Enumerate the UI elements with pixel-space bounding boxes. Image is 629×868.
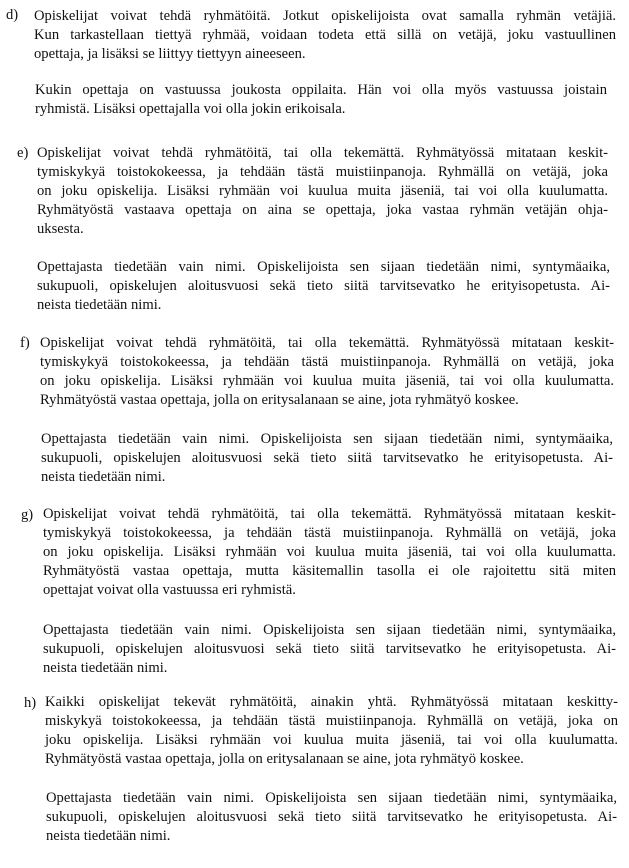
text-line: on joku opiskelija. Lisäksi ryhmään voi kuulua muita jäseniä, tai voi olla kuulumatta. — [37, 183, 608, 199]
text-line: miskykyä toistokokeessa, ja tehdään tästä muistiinpanoja. Ryhmällä on vetäjä, joka on — [45, 713, 618, 729]
item-e-paragraph-2 — [37, 258, 610, 315]
item-g-paragraph-1 — [43, 505, 616, 600]
item-letter: e) — [17, 145, 29, 161]
text-line: sukupuoli, opiskelujen aloitusvuosi sekä tieto siitä tarvitsevatko he erityisopetusta. Ai- — [43, 641, 616, 657]
text-line: neista tiedetään nimi. — [46, 828, 171, 844]
text-line: neista tiedetään nimi. — [43, 660, 168, 676]
text-line: Opettajasta tiedetään vain nimi. Opiskelijoista sen sijaan tiedetään nimi, syntymäaika, — [43, 622, 616, 638]
text-line: Ryhmätyöstä vastaa opettaja, mutta käsitemallin tasolla ei ole rajoitettu sitä miten — [43, 563, 616, 579]
text-line: tymiskykyä toistokokeessa, ja tehdään tästä muistiinpanoja. Ryhmällä on vetäjä, joka — [37, 164, 608, 180]
text-line: Opiskelijat voivat tehdä ryhmätöitä, tai olla tekemättä. Ryhmätyössä mitataan keskit- — [37, 145, 608, 161]
item-d-paragraph-2 — [35, 81, 607, 119]
text-line: Kun tarkastellaan tiettyä ryhmää, voidaan todeta että sillä on vetäjä, joku vastuullinen — [34, 27, 616, 43]
text-line: tymiskykyä toistokokeessa, ja tehdään tästä muistiinpanoja. Ryhmällä on vetäjä, joka — [40, 354, 614, 370]
text-line: Kukin opettaja on vastuussa joukosta oppilaita. Hän voi olla myös vastuussa joistain — [35, 82, 607, 98]
text-line: tymiskykyä toistokokeessa, ja tehdään tästä muistiinpanoja. Ryhmällä on vetäjä, joka — [43, 525, 616, 541]
item-h-paragraph-1 — [45, 693, 618, 769]
item-letter: f) — [20, 335, 30, 351]
text-line: Ryhmätyöstä vastaa opettaja, jolla on eritysalanaan se aine, jota ryhmätyö koskee. — [45, 751, 524, 767]
text-line: on joku opiskelija. Lisäksi ryhmään voi kuulua muita jäseniä, tai voi olla kuulumatta. — [40, 373, 614, 389]
item-g-paragraph-2 — [43, 621, 616, 678]
text-line: Opettajasta tiedetään vain nimi. Opiskelijoista sen sijaan tiedetään nimi, syntymäaika, — [37, 259, 610, 275]
item-letter: h) — [24, 695, 37, 711]
item-e-paragraph-1 — [37, 144, 608, 239]
text-line: neista tiedetään nimi. — [41, 469, 166, 485]
text-line: Opettajasta tiedetään vain nimi. Opiskelijoista sen sijaan tiedetään nimi, syntymäaika, — [46, 790, 617, 806]
text-line: sukupuoli, opiskelujen aloitusvuosi sekä tieto siitä tarvitsevatko he erityisopetusta. Ai- — [46, 809, 617, 825]
text-line: opettajat voivat olla vastuussa eri ryhmistä. — [43, 582, 296, 598]
item-letter: d) — [6, 7, 19, 23]
text-line: Ryhmätyöstä vastaava opettaja on aina se opettaja, joka vastaa ryhmän vetäjän ohja- — [37, 202, 608, 218]
item-letter: g) — [21, 507, 34, 523]
text-line: Ryhmätyöstä vastaa opettaja, jolla on eritysalanaan se aine, jota ryhmätyö koskee. — [40, 392, 519, 408]
item-f-paragraph-1 — [40, 334, 614, 410]
text-line: on joku opiskelija. Lisäksi ryhmään voi kuulua muita jäseniä, tai voi olla kuulumatta. — [43, 544, 616, 560]
text-line: ryhmistä. Lisäksi opettajalla voi olla jokin erikoisala. — [35, 101, 346, 117]
text-line: sukupuoli, opiskelujen aloitusvuosi sekä tieto siitä tarvitsevatko he erityisopetusta. Ai- — [37, 278, 610, 294]
text-line: Opiskelijat voivat tehdä ryhmätöitä, tai olla tekemättä. Ryhmätyössä mitataan keskit- — [43, 506, 616, 522]
text-line: Opettajasta tiedetään vain nimi. Opiskelijoista sen sijaan tiedetään nimi, syntymäaika, — [41, 431, 613, 447]
item-f-paragraph-2 — [41, 430, 613, 487]
text-line: opettaja, ja lisäksi se liittyy tiettyyn aineeseen. — [34, 46, 306, 62]
text-line: joku opiskelija. Lisäksi ryhmään voi kuulua muita jäseniä, tai voi olla kuulumatta. — [45, 732, 618, 748]
text-line: Opiskelijat voivat tehdä ryhmätöitä. Jotkut opiskelijoista ovat samalla ryhmän vetäjiä. — [34, 8, 616, 24]
text-line: Opiskelijat voivat tehdä ryhmätöitä, tai olla tekemättä. Ryhmätyössä mitataan keskit- — [40, 335, 614, 351]
text-line: neista tiedetään nimi. — [37, 297, 162, 313]
text-line: uksesta. — [37, 221, 84, 237]
text-line: Kaikki opiskelijat tekevät ryhmätöitä, ainakin yhtä. Ryhmätyössä mitataan keskitty- — [45, 694, 618, 710]
text-line: sukupuoli, opiskelujen aloitusvuosi sekä tieto siitä tarvitsevatko he erityisopetusta. Ai- — [41, 450, 613, 466]
item-d-paragraph-1 — [34, 7, 616, 64]
item-h-paragraph-2 — [46, 789, 617, 846]
